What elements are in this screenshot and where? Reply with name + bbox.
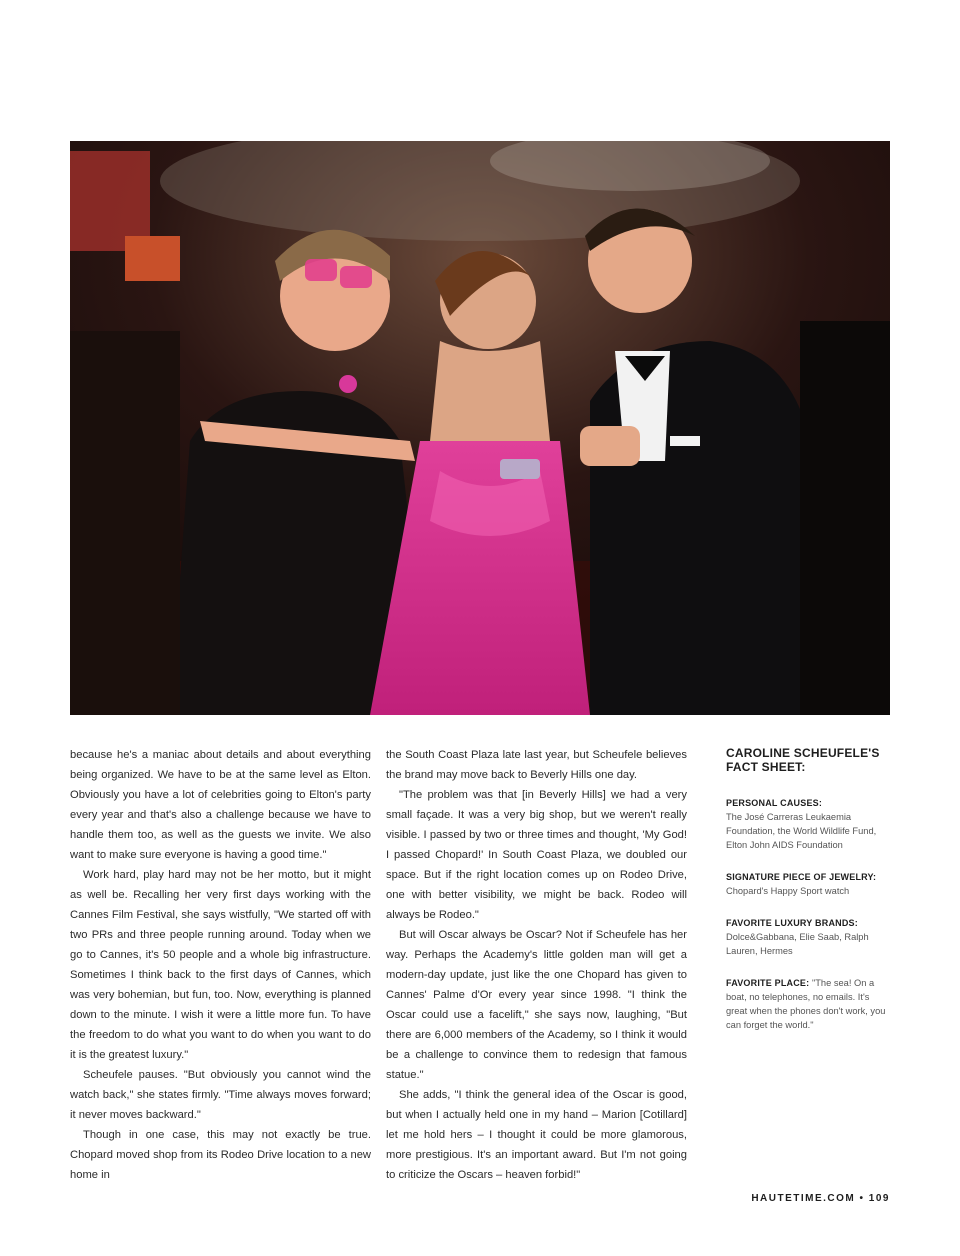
fact-value: Chopard's Happy Sport watch (726, 886, 850, 896)
fact-label: FAVORITE LUXURY BRANDS: (726, 918, 858, 928)
col2-paragraph-4: She adds, "I think the general idea of the Oscar is good, but when I actually held one in my hand – Marion [Cotillard] let me hold hers – I thought it could be more glamorous, more prestigious. It's an important award. But I'm not going to criticize the Oscars – heaven forbid!" (386, 1089, 687, 1181)
col1-paragraph-1: because he's a maniac about details and about everything being organized. We have to be at the same level as Elton. Obviously you have a lot of celebrities going to Elton's party every year and that's also a challenge because we have to handle them too, as well as the guests we invite. We also want to make sure everyone is having a good time." (70, 749, 371, 861)
article-column-1 (70, 745, 371, 1185)
fact-sheet-title: CAROLINE SCHEUFELE'S FACT SHEET: (726, 746, 880, 774)
col2-paragraph-3: But will Oscar always be Oscar? Not if Scheufele has her way. Perhaps the Academy's little golden man will get a modern-day update, just like the one Chopard has given to Cannes' Palme d'Or every year since 1998. "I think the Oscar could use a facelift," she says now, laughing, "But there are 6,000 members of the Academy, so I think it would be a challenge to convince them to redesign that famous statue." (386, 929, 687, 1081)
event-photo (70, 141, 890, 715)
fact-label: FAVORITE PLACE: (726, 978, 810, 988)
col1-paragraph-3: Scheufele pauses. "But obviously you cannot wind the watch back," she states firmly. "Time always moves forward; it never moves backward." (70, 1069, 371, 1121)
fact-value: The José Carreras Leukaemia Foundation, the World Wildlife Fund, Elton John AIDS Foundation (726, 812, 877, 850)
fact-favorite-brands (726, 916, 890, 958)
col2-paragraph-1: the South Coast Plaza late last year, but Scheufele believes the brand may move back to Beverly Hills one day. (386, 749, 687, 781)
fact-signature-jewelry (726, 870, 890, 898)
col2-paragraph-2: "The problem was that [in Beverly Hills] we had a very small façade. It was a very big shop, but we weren't really visible. I passed by two or three times and thought, 'My God! I passed Chopard!' In South Coast Plaza, we doubled our space. But if the right location comes up on Rodeo Drive, one with better visibility, we might be back. Rodeo will always be Rodeo." (386, 789, 687, 921)
fact-label: SIGNATURE PIECE OF JEWELRY: (726, 872, 877, 882)
article-column-2 (386, 745, 687, 1185)
fact-sheet-sidebar (726, 746, 890, 1050)
col1-paragraph-2: Work hard, play hard may not be her motto, but it might as well be. Recalling her very first days working with the Cannes Film Festival, she says wistfully, "We started off with two PRs and three people running around. Today when we go to Cannes, it's 50 people and a whole big infrastructure. Sometimes I think back to the first days of Cannes, which was very bohemian, but fun, too. Now, everything is planned down to the minute. I wish it were a little more fun. To have the freedom to do what you want to do when you want to do it is the greatest luxury." (70, 869, 371, 1061)
fact-value: "The sea! On a boat, no telephones, no emails. It's great when the phones don't work, you can forget the world." (726, 978, 886, 1030)
event-photo-illustration (70, 141, 890, 715)
fact-favorite-place (726, 976, 890, 1032)
fact-label: PERSONAL CAUSES: (726, 798, 823, 808)
col1-paragraph-4: Though in one case, this may not exactly be true. Chopard moved shop from its Rodeo Drive location to a new home in (70, 1129, 371, 1181)
page-folio: HAUTETIME.COM • 109 (751, 1193, 890, 1204)
fact-personal-causes (726, 796, 890, 852)
fact-value: Dolce&Gabbana, Elie Saab, Ralph Lauren, Hermes (726, 932, 869, 956)
